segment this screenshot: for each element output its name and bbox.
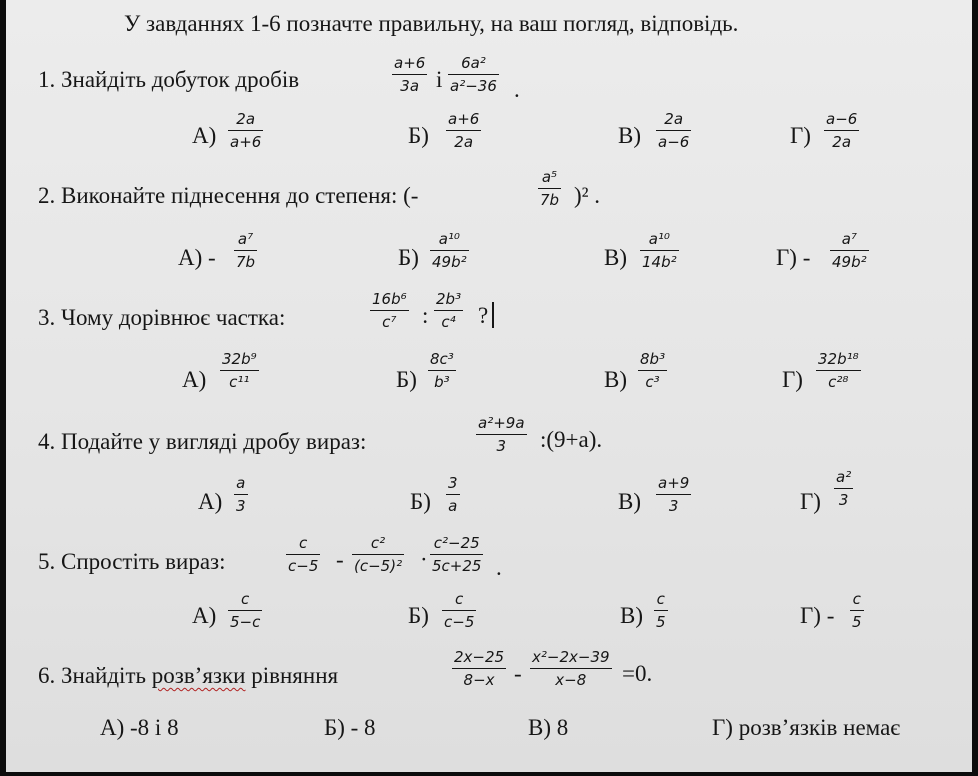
q3-ov-num: 8b³	[640, 350, 666, 368]
q4-option-a[interactable]: А)	[198, 489, 223, 514]
q5-text: 5. Спростіть вираз:	[38, 549, 226, 574]
q2-option-b[interactable]: Б)	[398, 245, 419, 270]
q6-text-c: рівняння	[245, 663, 339, 688]
q5-f1-den: c−5	[288, 557, 319, 575]
q5-option-b[interactable]: Б)	[408, 603, 429, 628]
q3-f2-num: 2b³	[436, 290, 462, 308]
q5-og-num: c	[852, 590, 861, 608]
q2-option-v[interactable]: В)	[604, 245, 627, 270]
q2-end: )² .	[574, 183, 601, 208]
q4-option-b-fraction	[446, 476, 460, 514]
q6-f1-den: 8−x	[463, 671, 495, 689]
q5-ov-den: 5	[656, 613, 666, 631]
q1-text: 1. Знайдіть добуток дробів	[38, 67, 300, 92]
q6-f1-num: 2x−25	[454, 648, 505, 666]
q5-option-v[interactable]: В)	[620, 603, 643, 628]
q1-option-a-fraction	[228, 112, 263, 150]
q1-option-b[interactable]: Б)	[408, 123, 429, 148]
q1-fraction-1	[392, 56, 427, 94]
q5-fraction-3	[430, 536, 483, 574]
q4-ov-num: a+9	[658, 474, 690, 492]
q2-ov-num: a¹⁰	[648, 230, 670, 248]
q3-option-g[interactable]: Г)	[782, 367, 803, 392]
q2-ob-num: a¹⁰	[438, 230, 460, 248]
q3-option-a[interactable]: А)	[182, 367, 207, 392]
q2-og-num: a⁷	[841, 230, 857, 248]
q5-option-b-fraction	[442, 592, 476, 630]
q3-colon: :	[422, 303, 429, 328]
q2-option-a-fraction	[234, 232, 257, 270]
q1-option-v[interactable]: В)	[618, 123, 641, 148]
q4-option-g-fraction	[834, 470, 853, 508]
q1-joiner: і	[436, 67, 443, 92]
q1-ov-den: a−6	[658, 133, 690, 151]
q3-ob-den: b³	[434, 373, 450, 391]
q5-option-a[interactable]: А)	[192, 603, 217, 628]
q5-f3-num: c²−25	[433, 534, 480, 552]
q4-ob-den: a	[448, 497, 458, 515]
q3-f2-den: c⁴	[441, 313, 456, 331]
q3-option-v-fraction	[638, 352, 667, 390]
q1-option-a[interactable]: А)	[192, 123, 217, 148]
q5-ob-num: c	[455, 590, 464, 608]
q5-f2-num: c²	[370, 534, 386, 552]
q4-option-b[interactable]: Б)	[410, 489, 431, 514]
q4-oa-den: 3	[236, 497, 246, 515]
q3-fraction-1	[370, 292, 409, 330]
q3-option-v[interactable]: В)	[604, 367, 627, 392]
q5-og-den: 5	[852, 613, 862, 631]
q4-option-a-fraction	[234, 476, 248, 514]
q4-text: 4. Подайте у вигляді дробу вираз:	[38, 429, 367, 454]
q1-f2-den: a²−36	[450, 77, 497, 95]
q1-ov-num: 2a	[664, 110, 684, 128]
q2-og-den: 49b²	[832, 253, 867, 271]
q1-option-g-fraction	[824, 112, 859, 150]
q1-option-v-fraction	[656, 112, 691, 150]
q6-end: =0.	[622, 661, 653, 686]
q2-fraction	[538, 170, 561, 208]
q6-minus: -	[514, 661, 522, 686]
q1-f1-den: 3a	[400, 77, 420, 95]
q3-oa-den: c¹¹	[229, 373, 250, 391]
q3-end: ?	[478, 303, 489, 328]
q3-og-num: 32b¹⁸	[818, 350, 859, 368]
q2-ob-den: 49b²	[432, 253, 467, 271]
q1-ob-den: 2a	[454, 133, 474, 151]
q3-oa-num: 32b⁹	[222, 350, 257, 368]
worksheet	[6, 0, 972, 772]
q3-f1-num: 16b⁶	[372, 290, 407, 308]
q4-ov-den: 3	[668, 497, 679, 515]
q6-fraction-1	[452, 650, 506, 688]
q6-option-v[interactable]: В) 8	[528, 715, 569, 740]
q2-option-v-fraction	[640, 232, 679, 270]
q4-oa-num: a	[236, 474, 246, 492]
q1-ob-num: a+6	[448, 110, 480, 128]
q2-oa-num: a⁷	[237, 230, 254, 248]
q2-f-den: 7b	[540, 191, 560, 209]
q2-f-num: a⁵	[541, 168, 558, 186]
q3-option-b-fraction	[428, 352, 456, 390]
q6-fraction-2	[530, 650, 612, 688]
q2-option-g-fraction	[830, 232, 869, 270]
q5-option-v-fraction	[654, 592, 668, 630]
q5-end: .	[496, 555, 502, 580]
q5-minus: -	[336, 547, 344, 572]
q5-fraction-2	[352, 536, 404, 574]
q3-option-a-fraction	[220, 352, 259, 390]
q3-ob-num: 8c³	[430, 350, 454, 368]
q3-text: 3. Чому дорівнює частка:	[38, 305, 286, 330]
q5-f1-num: c	[299, 534, 308, 552]
q3-option-g-fraction	[816, 352, 861, 390]
q2-option-b-fraction	[430, 232, 469, 270]
q2-option-a[interactable]: А) -	[178, 245, 216, 270]
q6-text	[38, 664, 338, 687]
q5-option-a-fraction	[228, 592, 262, 630]
q3-og-den: c²⁸	[828, 373, 849, 391]
q1-oa-num: 2a	[236, 110, 256, 128]
q4-end: :(9+a).	[540, 427, 603, 452]
q3-fraction-2	[434, 292, 463, 330]
q4-ob-num: 3	[448, 474, 458, 492]
instructions-header: У завданнях 1-6 позначте правильну, на ваш погляд, відповідь.	[124, 11, 739, 36]
q5-f2-den: (c−5)²	[354, 557, 403, 575]
q4-f-den: 3	[496, 437, 507, 455]
q4-option-v-fraction	[656, 476, 691, 514]
q4-og-den: 3	[838, 491, 849, 509]
q5-f3-den: 5c+25	[432, 557, 482, 575]
q6-f2-den: x−8	[555, 671, 587, 689]
q5-dot: ·	[420, 547, 428, 572]
q4-fraction	[476, 416, 527, 454]
q5-option-g-fraction	[850, 592, 864, 630]
q4-og-num: a²	[836, 468, 852, 486]
q2-option-g[interactable]: Г) -	[776, 245, 811, 270]
q1-f1-num: a+6	[394, 54, 426, 72]
q2-oa-den: 7b	[236, 253, 256, 271]
q3-option-b[interactable]: Б)	[396, 367, 417, 392]
q4-option-v[interactable]: В)	[618, 489, 641, 514]
q6-text-b: розв’язки	[151, 663, 246, 688]
q5-ob-den: c−5	[444, 613, 475, 631]
q6-option-b[interactable]: Б) - 8	[324, 715, 376, 740]
q1-option-g[interactable]: Г)	[790, 123, 811, 148]
q3-ov-den: c³	[645, 373, 660, 391]
q6-option-g[interactable]: Г) розв’язків немає	[712, 715, 901, 740]
q5-oa-num: c	[241, 590, 250, 608]
text-cursor-icon	[492, 302, 494, 328]
q2-ov-den: 14b²	[642, 253, 677, 271]
q1-fraction-2	[448, 56, 499, 94]
q5-fraction-1	[286, 536, 320, 574]
q5-ov-num: c	[656, 590, 665, 608]
q6-f2-num: x²−2x−39	[532, 648, 610, 666]
q2-text: 2. Виконайте піднесення до степеня: (-	[38, 183, 419, 208]
q3-f1-den: c⁷	[382, 313, 397, 331]
q1-oa-den: a+6	[230, 133, 262, 151]
q1-end: .	[514, 77, 520, 102]
q1-f2-num: 6a²	[461, 54, 486, 72]
q1-og-num: a−6	[826, 110, 858, 128]
q6-option-a[interactable]: А) -8 і 8	[100, 715, 179, 740]
q4-f-num: a²+9a	[478, 414, 525, 432]
q5-option-g[interactable]: Г) -	[800, 603, 835, 628]
q1-option-b-fraction	[446, 112, 481, 150]
q4-option-g[interactable]: Г)	[800, 489, 821, 514]
q5-oa-den: 5−c	[230, 613, 261, 631]
q1-og-den: 2a	[832, 133, 852, 151]
q6-text-a: 6. Знайдіть	[38, 663, 152, 688]
